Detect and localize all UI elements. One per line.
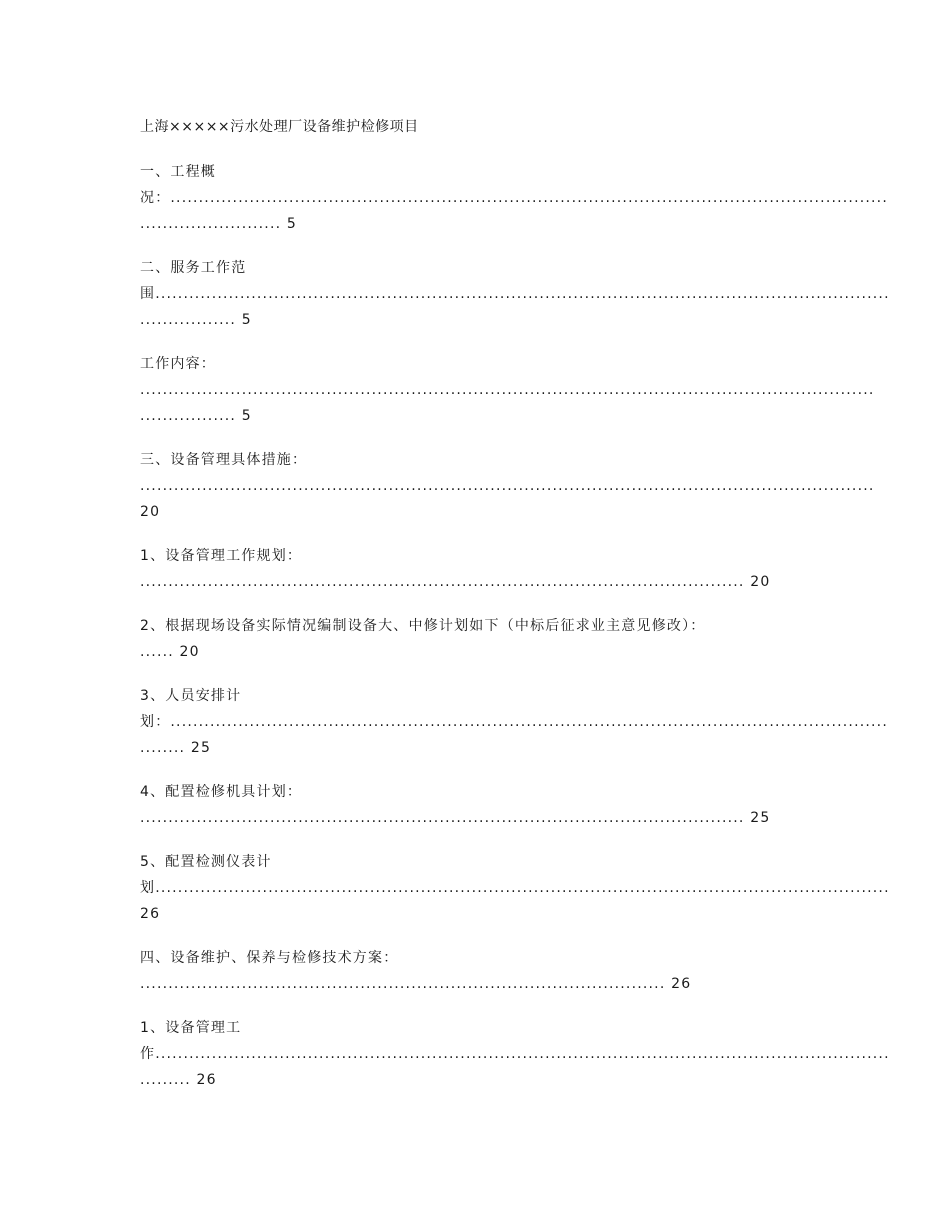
toc-entry-heading: 4、配置检修机具计划： <box>140 784 303 800</box>
toc-entry-leader: ........................................................................................................... 25 <box>140 810 771 826</box>
toc-entry-8 <box>140 779 812 831</box>
toc-entry-heading: 一、工程概 <box>140 164 216 180</box>
toc-entry-heading: 工作内容： <box>140 356 216 372</box>
toc-entry-heading: 1、设备管理工作规划： <box>140 548 303 564</box>
toc-entry-4 <box>140 447 875 525</box>
toc-entry-leader: 划：............................................................................................................................... <box>140 714 888 730</box>
toc-entry-2 <box>140 255 890 333</box>
toc-entry-7 <box>140 683 888 761</box>
toc-entry-10 <box>140 945 812 997</box>
document-title: 上海×××××污水处理厂设备维护检修项目 <box>140 119 419 135</box>
toc-entry-leader: ...... 20 <box>140 644 200 660</box>
toc-entry-leader: 况：............................................................................................................................... <box>140 190 888 206</box>
toc-entry-6 <box>140 613 812 665</box>
toc-entry-heading: 1、设备管理工 <box>140 1020 242 1036</box>
toc-entry-leader: ........................................................................................................... 20 <box>140 574 771 590</box>
toc-entry-heading: 二、服务工作范 <box>140 260 247 276</box>
toc-entry-page: ......... 26 <box>140 1072 217 1088</box>
toc-entry-3 <box>140 351 875 429</box>
toc-entry-page: ................. 5 <box>140 408 252 424</box>
toc-entry-9 <box>140 849 890 927</box>
toc-entry-leader: .................................................................................................................................. <box>140 478 875 494</box>
toc-entry-11 <box>140 1015 890 1093</box>
document-page <box>140 117 890 1111</box>
toc-entry-page: 26 <box>140 906 161 922</box>
toc-entry-page: ................. 5 <box>140 312 252 328</box>
toc-entry-1 <box>140 159 888 237</box>
toc-entry-heading: 四、设备维护、保养与检修技术方案： <box>140 950 399 966</box>
toc-entry-heading: 2、根据现场设备实际情况编制设备大、中修计划如下（中标后征求业主意见修改）： <box>140 618 706 634</box>
toc-entry-heading: 3、人员安排计 <box>140 688 242 704</box>
toc-entry-leader: 作.................................................................................................................................. <box>140 1046 890 1062</box>
toc-entry-5 <box>140 543 812 595</box>
toc-entry-heading: 三、设备管理具体措施： <box>140 452 308 468</box>
toc-entry-leader: 划.................................................................................................................................. <box>140 880 890 896</box>
toc-entry-page: ........ 25 <box>140 740 212 756</box>
toc-entry-heading: 5、配置检测仪表计 <box>140 854 272 870</box>
toc-entry-page: 20 <box>140 504 161 520</box>
toc-entry-leader: 围.................................................................................................................................. <box>140 286 890 302</box>
toc-entry-page: ......................... 5 <box>140 216 298 232</box>
toc-entry-leader: ............................................................................................. 26 <box>140 976 692 992</box>
toc-entry-leader: .................................................................................................................................. <box>140 382 875 398</box>
